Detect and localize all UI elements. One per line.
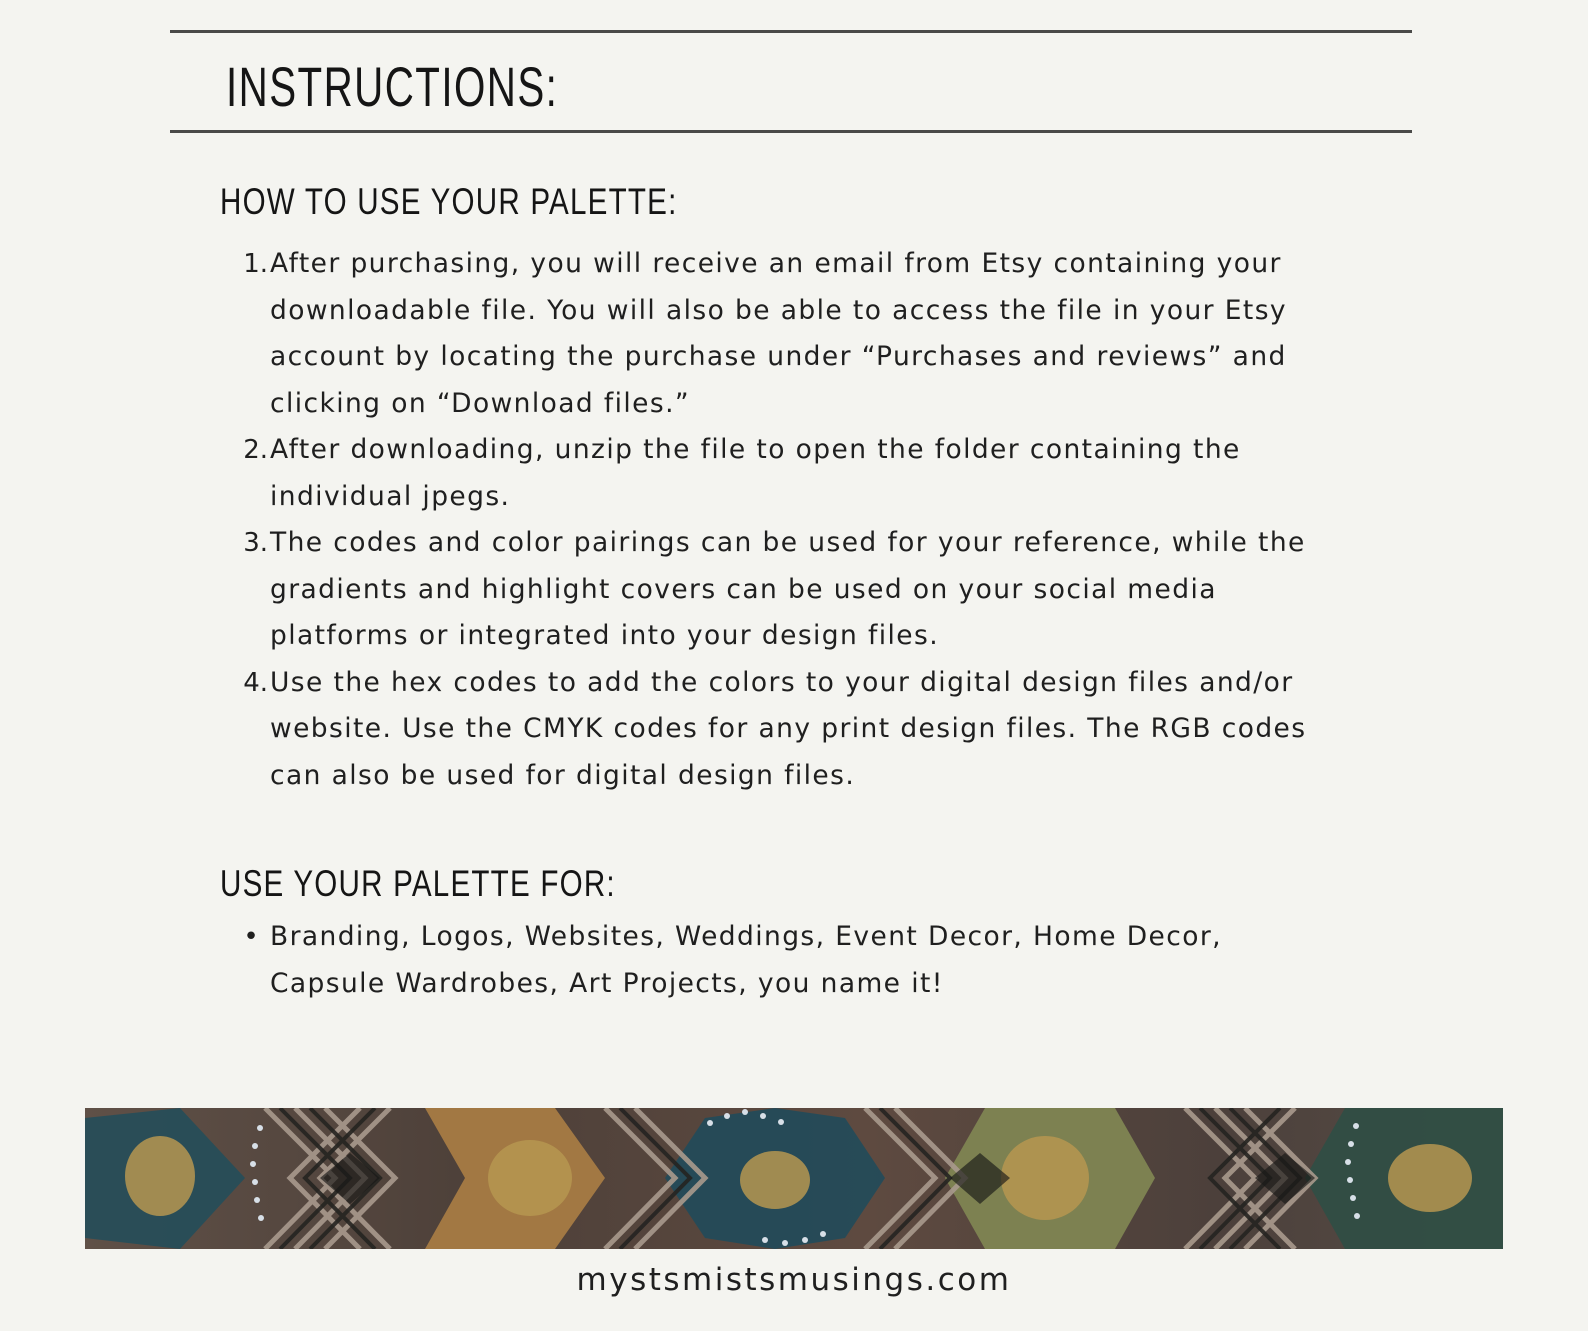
- uses-list: [234, 914, 1364, 1007]
- uses-text: Branding, Logos, Websites, Weddings, Event Decor, Home Decor, Capsule Wardrobes, Art Projects, you name it!: [270, 921, 1222, 999]
- footer-website-url: mystsmistsmusings.com: [576, 1262, 1012, 1298]
- step-text: After purchasing, you will receive an email from Etsy containing your downloadable file. You will also be able to access the file in your Etsy account by locating the purchase under “Purchases and reviews” and clicking on “Download files.”: [270, 248, 1287, 419]
- step-text: The codes and color pairings can be used for your reference, while the gradients and highlight covers can be used on your social media platforms or integrated into your design files.: [270, 527, 1306, 651]
- step-number: 3.: [243, 528, 268, 558]
- page-title: INSTRUCTIONS:: [226, 55, 559, 118]
- step-number: 1.: [243, 249, 268, 279]
- step-text: After downloading, unzip the file to open the folder containing the individual jpegs.: [270, 434, 1241, 512]
- decorative-banner-image: [85, 1108, 1503, 1249]
- top-divider: [170, 30, 1412, 33]
- title-divider: [170, 130, 1412, 133]
- how-to-use-heading: HOW TO USE YOUR PALETTE:: [220, 181, 678, 222]
- step-number: 4.: [243, 667, 268, 698]
- step-text: Use the hex codes to add the colors to your digital design files and/or website. Use the CMYK codes for any print design files. The RGB codes can also be used for digital design files.: [270, 666, 1307, 791]
- instruction-step: [234, 427, 1364, 520]
- instruction-step: [234, 660, 1364, 800]
- instruction-step: [234, 520, 1364, 660]
- step-number: 2.: [243, 435, 268, 465]
- banner-pattern: [85, 1108, 1503, 1249]
- list-item: [234, 914, 1364, 1007]
- instructions-list: [234, 241, 1364, 799]
- use-palette-for-heading: USE YOUR PALETTE FOR:: [220, 863, 616, 904]
- instruction-step: [234, 241, 1364, 427]
- bullet-icon: •: [243, 922, 259, 952]
